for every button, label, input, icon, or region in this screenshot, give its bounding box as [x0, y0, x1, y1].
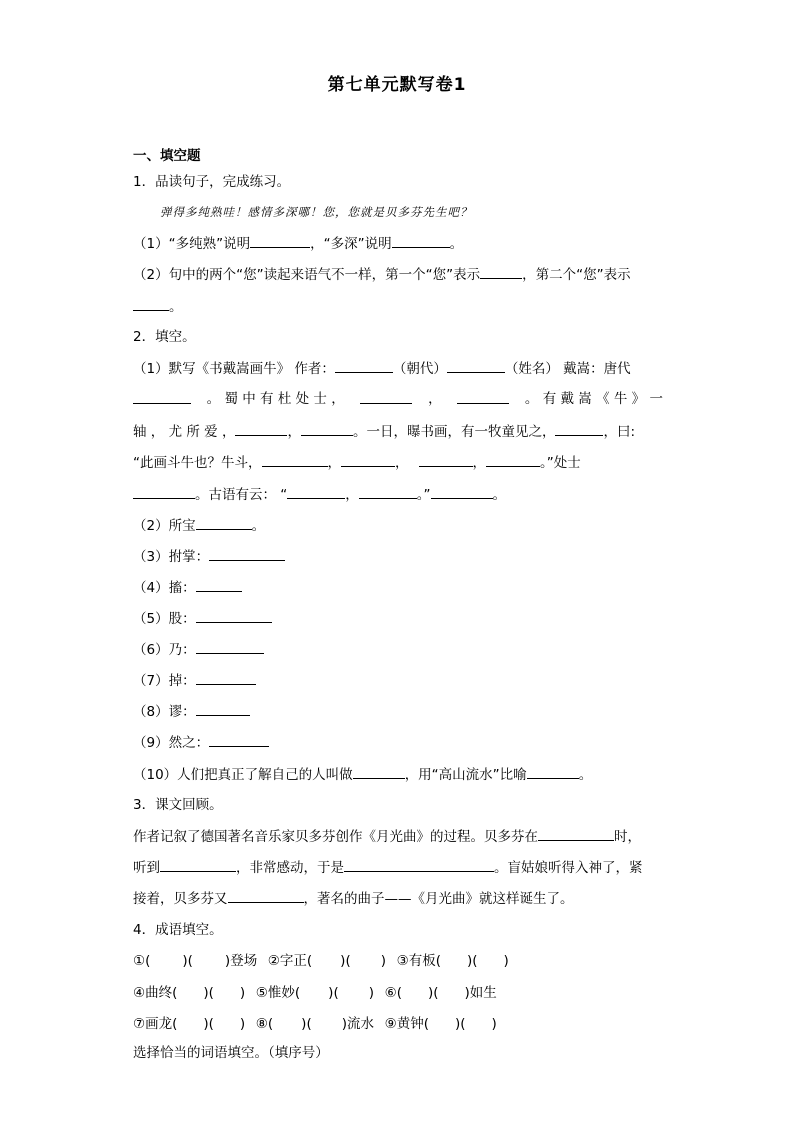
answer-blank[interactable]	[301, 421, 353, 436]
q3-line2: 听到 ，非常感动，于是 。盲姑娘听得入神了，紧	[133, 857, 643, 878]
answer-blank[interactable]	[344, 857, 494, 872]
q2-item5: （5）股：	[133, 608, 272, 629]
q2-item2: （2）所宝 。	[133, 515, 265, 536]
answer-blank[interactable]	[250, 233, 310, 248]
q1-sub1: （1）“多纯熟”说明 ，“多深”说明 。	[133, 233, 463, 254]
answer-blank[interactable]	[341, 452, 395, 467]
q3-line1: 作者记叙了德国著名音乐家贝多芬创作《月光曲》的过程。贝多芬在 时，	[133, 826, 641, 847]
idiom-row-2: ④曲终( )( ) ⑤惟妙( )( ) ⑥( )( )如生	[133, 985, 497, 1001]
answer-blank[interactable]	[235, 421, 287, 436]
answer-blank[interactable]	[209, 732, 269, 747]
answer-blank[interactable]	[419, 452, 473, 467]
q2-item10: （10）人们把真正了解自己的人叫做 ，用“高山流水”比喻 。	[133, 764, 592, 785]
answer-blank[interactable]	[359, 484, 417, 499]
answer-blank[interactable]	[196, 515, 252, 530]
answer-blank[interactable]	[480, 264, 522, 279]
answer-blank[interactable]	[431, 484, 493, 499]
q1-quote: 弹得多纯熟哇！感情多深哪！您，您就是贝多芬先生吧？	[160, 205, 473, 219]
q3-line3: 接着，贝多芬又 ，著名的曲子——《月光曲》就这样诞生了。	[133, 888, 574, 909]
q2-line3: 轴 ， 尤 所 爱 ， ， 。一日，曝书画，有一牧童见之， ，曰:	[133, 421, 635, 442]
answer-blank[interactable]	[457, 389, 509, 404]
answer-blank[interactable]	[209, 546, 285, 561]
q1-sub2: （2）句中的两个“您”读起来语气不一样，第一个“您”表示 ，第二个“您”表示	[133, 264, 631, 285]
q4-footer: 选择恰当的词语填空。（填序号）	[133, 1045, 329, 1061]
q2-line4: “此画斗牛也？牛斗， ， ， ， 。”处士	[133, 452, 581, 473]
answer-blank[interactable]	[447, 358, 505, 373]
answer-blank[interactable]	[360, 389, 412, 404]
answer-blank[interactable]	[287, 484, 345, 499]
q2-item7: （7）掉：	[133, 670, 256, 691]
q2-line1: （1）默写《书戴嵩画牛》 作者： （朝代） （姓名） 戴嵩：唐代	[133, 358, 631, 379]
q4-stem: 4．成语填空。	[133, 922, 223, 938]
section-heading: 一、填空题	[133, 148, 201, 164]
q2-line5: 。古语有云： “ ， 。” 。	[133, 484, 506, 505]
answer-blank[interactable]	[335, 358, 393, 373]
q2-item3: （3）拊掌：	[133, 546, 285, 567]
answer-blank[interactable]	[486, 452, 540, 467]
answer-blank[interactable]	[392, 233, 450, 248]
answer-blank[interactable]	[538, 826, 614, 841]
q2-item9: （9）然之：	[133, 732, 269, 753]
q2-item6: （6）乃：	[133, 639, 264, 660]
q1-stem: 1．品读句子，完成练习。	[133, 174, 291, 190]
answer-blank[interactable]	[196, 701, 250, 716]
page-title: 第七单元默写卷1	[327, 75, 467, 95]
answer-blank[interactable]	[555, 421, 603, 436]
answer-blank[interactable]	[160, 857, 236, 872]
q3-stem: 3．课文回顾。	[133, 797, 223, 813]
answer-blank[interactable]	[133, 484, 195, 499]
q2-stem: 2．填空。	[133, 329, 196, 345]
answer-blank[interactable]	[133, 296, 169, 311]
answer-blank[interactable]	[262, 452, 328, 467]
idiom-row-1: ①( )( )登场 ②字正( )( ) ③有板( )( )	[133, 953, 509, 969]
answer-blank[interactable]	[527, 764, 579, 779]
idiom-row-3: ⑦画龙( )( ) ⑧( )( )流水 ⑨黄钟( )( )	[133, 1016, 497, 1032]
q2-line2: 。 蜀 中 有 杜 处 士 ， ， 。 有 戴 嵩 《 牛 》 一	[133, 389, 663, 409]
q2-item4: （4）搐：	[133, 577, 242, 598]
answer-blank[interactable]	[353, 764, 405, 779]
answer-blank[interactable]	[196, 639, 264, 654]
q1-sub2-cont: 。	[133, 296, 183, 317]
answer-blank[interactable]	[196, 670, 256, 685]
answer-blank[interactable]	[228, 888, 304, 903]
answer-blank[interactable]	[133, 389, 191, 404]
q2-item8: （8）谬：	[133, 701, 250, 722]
answer-blank[interactable]	[196, 577, 242, 592]
answer-blank[interactable]	[196, 608, 272, 623]
